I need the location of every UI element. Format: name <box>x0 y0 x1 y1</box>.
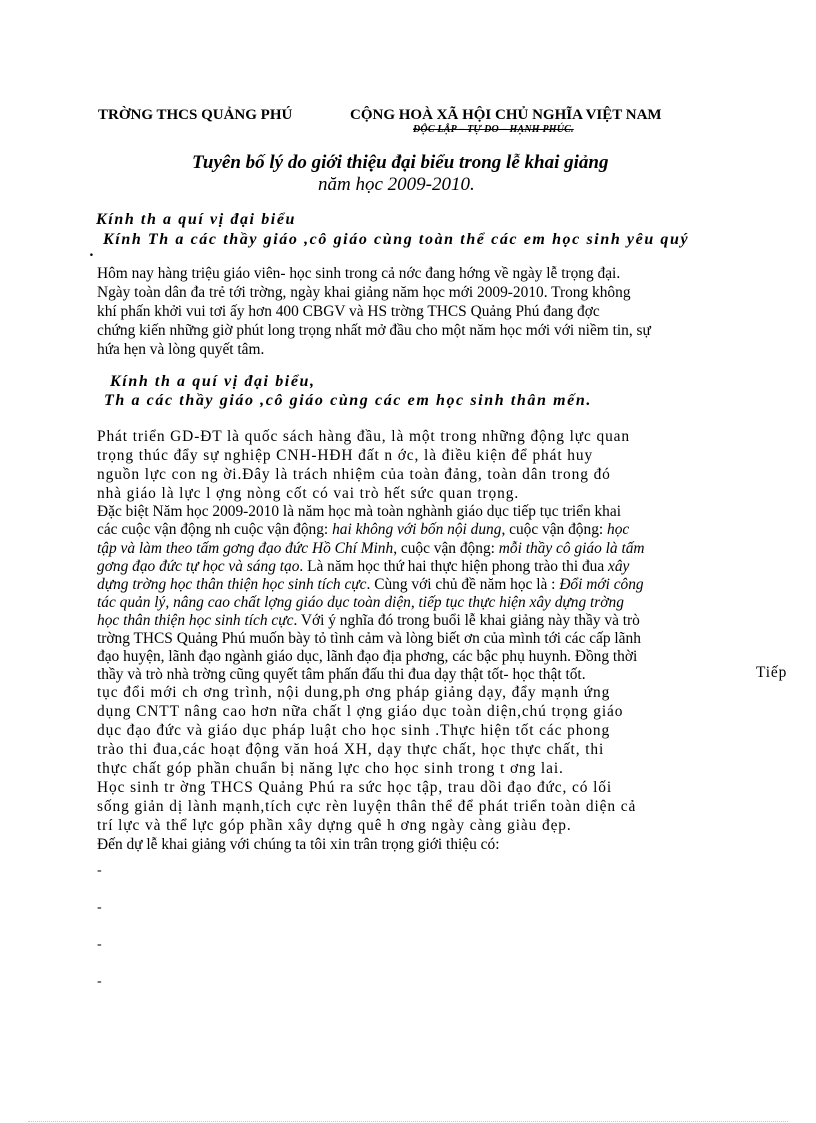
paragraph-line <box>97 558 629 576</box>
paragraph-line: dục đạo đức và giáo dục pháp luật cho học sinh .Thực hiện tốt các phong <box>97 722 611 739</box>
italic-run: học thân thiện học sinh tích cực <box>97 612 294 629</box>
greeting-guests: Kính th a quí vị đại biểu <box>96 211 297 228</box>
italic-run: học <box>607 521 630 538</box>
paragraph-line: Ngày toàn dân đa trẻ tới trờng, ngày khai giảng năm học mới 2009-2010. Trong không <box>97 284 631 301</box>
paragraph-line: Học sinh tr ờng THCS Quảng Phú ra sức học tập, trau dồi đạo đức, có lối <box>97 779 613 796</box>
greeting-teachers-2: Th a các thầy giáo ,cô giáo cùng các em học sinh thân mến. <box>104 392 592 409</box>
paragraph-line: tục đổi mới ch ơng trình, nội dung,ph ơng pháp giảng dạy, đẩy mạnh ứng <box>97 684 611 701</box>
italic-run: xây <box>608 558 630 575</box>
paragraph-line: nguồn lực con ng ời.Đây là trách nhiệm của toàn đảng, toàn dân trong đó <box>97 466 611 483</box>
paragraph-line: dụng CNTT nâng cao hơn nữa chất l ợng giáo dục toàn diện,chú trọng giáo <box>97 703 624 720</box>
paragraph-line: trào thi đua,các hoạt động văn hoá XH, dạy thực chất, học thực chất, thi <box>97 741 605 758</box>
school-name: TRỜNG THCS QUẢNG PHÚ <box>98 107 293 123</box>
guest-list-dash: - <box>97 863 102 878</box>
italic-run: dựng trờng học thân thiện học sinh tích cực <box>97 576 367 593</box>
italic-run: tập và làm theo tấm gơng đạo đức Hồ Chí Minh <box>97 540 394 557</box>
paragraph-line <box>97 540 645 558</box>
paragraph-line: trọng thúc đẩy sự nghiệp CNH-HĐH đất n ớc, là điều kiện để phát huy <box>97 447 594 464</box>
paragraph-line: thực chất góp phần chuẩn bị năng lực cho học sinh trong t ơng lai. <box>97 760 564 777</box>
paragraph-line: thầy và trò nhà trờng cũng quyết tâm phấn đấu thi đua dạy thật tốt- học thật tốt. <box>97 666 586 683</box>
text-run: . Với ý nghĩa đó trong buổi lễ khai giảng này thầy và trò <box>293 612 640 629</box>
nation-title: CỘNG HOÀ XÃ HỘI CHỦ NGHĨA VIỆT NAM <box>350 107 662 123</box>
guest-list-dash: - <box>97 937 102 952</box>
guest-list-dash: - <box>97 974 102 989</box>
paragraph-line <box>97 612 640 630</box>
text-run: . Là năm học thứ hai thực hiện phong trào thi đua <box>299 558 609 575</box>
text-run: . Cùng với chủ đề năm học là : <box>366 576 560 593</box>
italic-run: mỗi thầy cô giáo là tấm <box>498 540 645 557</box>
paragraph-line: sống giản dị lành mạnh,tích cực rèn luyện thân thể để phát triển toàn diện cả <box>97 798 637 815</box>
paragraph-line: khí phấn khởi vui tơi ấy hơn 400 CBGV và HS trờng THCS Quảng Phú đang đợc <box>97 303 600 320</box>
paragraph-line: hứa hẹn và lòng quyết tâm. <box>97 341 265 358</box>
paragraph-line: trờng THCS Quảng Phú muốn bày tỏ tình cảm và lòng biết ơn của mình tới các cấp lãnh <box>97 630 641 647</box>
paragraph-line: trí lực và thể lực góp phần xây dựng quê h ơng ngày càng giàu đẹp. <box>97 817 572 834</box>
page-bottom-border <box>28 1121 788 1122</box>
national-motto: ĐỘC LẬP – TỰ DO – HẠNH PHÚC. <box>413 124 574 135</box>
paragraph-line: nhà giáo là lực l ợng nòng cốt có vai trò hết sức quan trọng. <box>97 485 520 502</box>
greeting-dot: . <box>90 243 96 260</box>
greeting-guests-2: Kính th a quí vị đại biểu, <box>110 373 316 390</box>
introduction-line: Đến dự lễ khai giảng với chúng ta tôi xin trân trọng giới thiệu có: <box>97 836 500 853</box>
paragraph-line <box>97 576 644 594</box>
paragraph-line: đạo huyện, lãnh đạo ngành giáo dục, lãnh đạo địa phơng, các bậc phụ huynh. Đồng thời <box>97 648 638 665</box>
italic-run: Đổi mới công <box>559 576 644 593</box>
text-run: , cuộc vận động: <box>501 521 608 538</box>
document-title: Tuyên bố lý do giới thiệu đại biểu trong lễ khai giảng <box>192 152 609 173</box>
paragraph-line: Tiếp <box>756 664 788 681</box>
paragraph-line <box>97 503 621 521</box>
text-run: Đặc biệt Năm học 2009-2010 là năm học mà toàn nghành giáo dục tiếp tục triển khai <box>97 503 621 520</box>
guest-list-dash: - <box>97 900 102 915</box>
greeting-teachers-students: Kính Th a các thầy giáo ,cô giáo cùng toàn thể các em học sinh yêu quý <box>103 231 690 248</box>
italic-run: hai không với bốn nội dung <box>332 521 502 538</box>
paragraph-line: tác quản lý, nâng cao chất lợng giáo dục toàn diện, tiếp tục thực hiện xây dựng trờng <box>97 594 624 611</box>
text-run: , cuộc vận động: <box>393 540 499 557</box>
paragraph-line: Hôm nay hàng triệu giáo viên- học sinh trong cả nớc đang hớng về ngày lễ trọng đại. <box>97 265 621 282</box>
paragraph-line <box>97 521 629 539</box>
document-subtitle: năm học 2009-2010. <box>318 174 475 195</box>
text-run: các cuộc vận động nh cuộc vận động: <box>97 521 333 538</box>
italic-run: gơng đạo đức tự học và sáng tạo <box>97 558 300 575</box>
paragraph-line: chứng kiến những giờ phút long trọng nhất mở đầu cho một năm học mới với niềm tin, sự <box>97 322 651 339</box>
paragraph-line: Phát triển GD-ĐT là quốc sách hàng đầu, là một trong những động lực quan <box>97 428 630 445</box>
